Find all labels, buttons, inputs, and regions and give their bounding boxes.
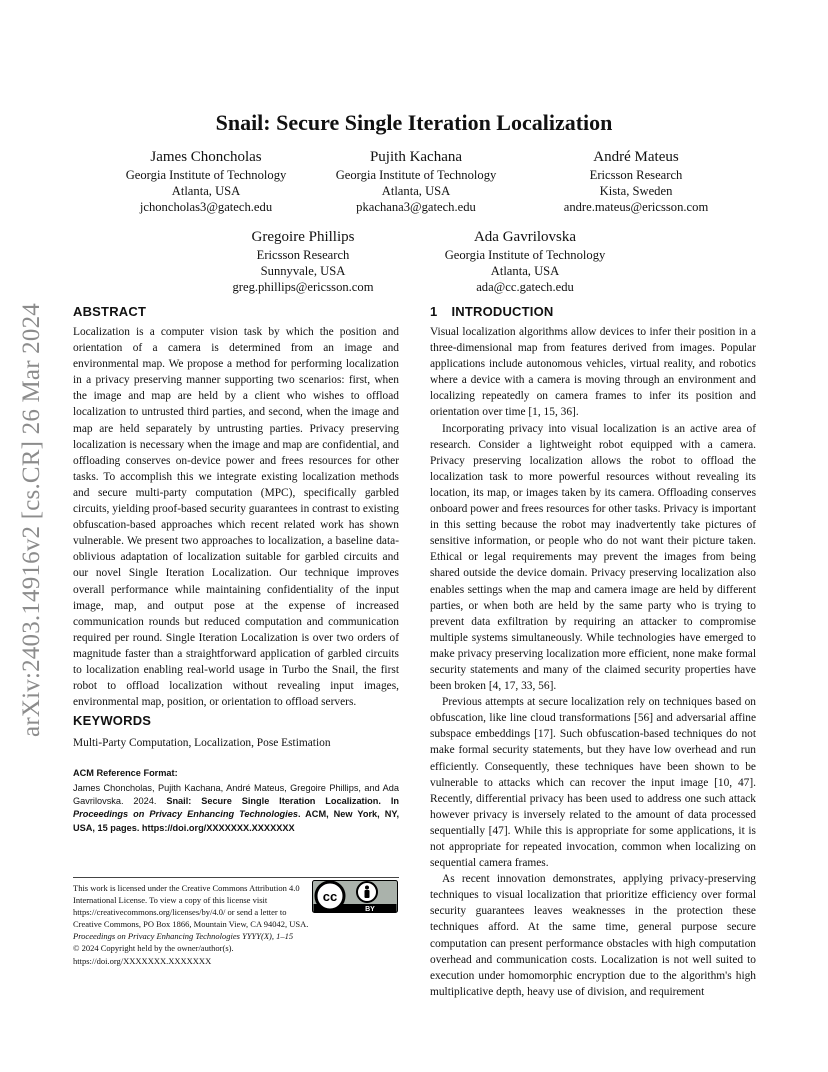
author-location: Atlanta, USA <box>381 184 451 198</box>
section-number: 1 <box>430 304 438 319</box>
abstract-text: Localization is a computer vision task by which the position and orientation of a camera is determined from an image and environmental map. We propose a method for performing localization in a privacy preserving manner supporting two scenarios: first, when the image and map are held by a client who wishes to offload localization to untrusted third parties, and second, when the image and map are held separately by untrusting parties. Privacy preserving localization is necessary when the image and map are confidential, and offloading conserves on-device power and frees resources for other tasks. To accomplish this we integrate existing localization methods and secure multi-party computation (MPC), specifically garbled circuits, yielding proof-based security guarantees in contrast to existing obfuscation-based approaches which recent related work has shown vulnerable. We present two approaches to localization, a baseline data-oblivious adaptation of localization suitable for garbled circuits and our novel Single Iteration Localization. Our technique improves overall performance while maintaining confidentiality of the input image, map, and output pose at the expense of increased communication rounds but reduced computation and communication required per round. Single Iteration Localization is over two orders of magnitude faster than a straightforward application of garbled circuits to localization enabling real-world usage in Turbo the Snail, the first robot to offload localization without revealing input images, environmental map, position, or orientation to offload servers. <box>73 326 399 709</box>
acm-reference-text <box>73 782 399 835</box>
arxiv-stamp: arXiv:2403.14916v2 [cs.CR] 26 Mar 2024 <box>18 303 45 737</box>
author-block <box>405 228 645 295</box>
acm-reference-title: Snail: Secure Single Iteration Localization. In <box>166 796 399 807</box>
author-location: Atlanta, USA <box>490 264 560 278</box>
author-email[interactable]: jchoncholas3@gatech.edu <box>139 200 273 214</box>
license-venue: Proceedings on Privacy Enhancing Technologies YYYY(X), 1–15 <box>73 931 294 942</box>
author-name: Ada Gavrilovska <box>473 229 577 245</box>
introduction-body <box>430 324 756 1000</box>
section-title: INTRODUCTION <box>451 304 554 319</box>
license-doi[interactable]: https://doi.org/XXXXXXX.XXXXXXX <box>73 955 212 966</box>
author-location: Atlanta, USA <box>171 184 241 198</box>
author-affiliation: Ericsson Research <box>256 248 350 262</box>
author-block <box>183 228 423 295</box>
by-person-body <box>365 890 370 898</box>
by-label: BY <box>365 906 375 913</box>
author-affiliation: Georgia Institute of Technology <box>444 248 606 262</box>
author-name: André Mateus <box>593 149 679 165</box>
by-person-head <box>365 886 369 890</box>
author-block <box>516 148 756 215</box>
acm-reference-authors: James Choncholas, Pujith Kachana, André Mateus, Gregoire Phillips, and Ada Gavrilovska. 2024. <box>73 783 399 807</box>
abstract-heading: ABSTRACT <box>73 304 147 319</box>
author-block <box>86 148 326 215</box>
author-affiliation: Ericsson Research <box>589 168 683 182</box>
author-name: Gregoire Phillips <box>251 229 355 245</box>
author-name: Pujith Kachana <box>369 149 463 165</box>
author-email[interactable]: andre.mateus@ericsson.com <box>563 200 709 214</box>
cc-icon-letters: cc <box>322 889 338 904</box>
cc-by-badge[interactable] <box>312 880 398 913</box>
paragraph: Visual localization algorithms allow devices to infer their position in a three-dimensional map from features derived from images. Popular applications include autonomous vehicles, virtual reality, and robotics where a device with a camera is moving through an environment and localizing repeatedly on camera frames to infer its position and orientation over time [1, 15, 36]. <box>430 326 756 419</box>
paragraph: Previous attempts at secure localization rely on techniques based on obfuscation, like line cloud transformations [56] and adversarial affine subspace embeddings [17]. Such obfuscation-based techniques do not make formal security statements, but they have low overhead and run efficiently. Consequently, these techniques have been shown to be vulnerable to attacks which can recover the input image [10, 47]. Recently, differential privacy has been used to address one such attack however privacy is inversely related to the amount of data processed sequentially [47]. While this is appropriate for some applications, it is not appropriate for repeated invocation, common when localizing on sequential camera frames. <box>430 696 756 870</box>
license-copyright: © 2024 Copyright held by the owner/author(s). <box>73 943 234 954</box>
author-affiliation: Georgia Institute of Technology <box>335 168 497 182</box>
introduction-heading <box>430 304 756 320</box>
footnote-rule <box>73 877 399 878</box>
keywords-text: Multi-Party Computation, Localization, Pose Estimation <box>73 737 331 749</box>
author-email[interactable]: ada@cc.gatech.edu <box>476 280 574 294</box>
paragraph: Incorporating privacy into visual localization is an active area of research. Consider a lightweight robot equipped with a camera. Privacy preserving localization allows the robot to offload the localization task to more powerful resources without revealing its location, its map, or images taken by its camera. Offloading conserves onboard power and frees resources for other tasks. Privacy is important in this setting because the robot may inadvertently take pictures of sensitive information, or people who do not want their picture taken. Ethical or legal requirements may prevent the images from being shared outside the device domain. Privacy preserving localization also enables settings when the map and camera image are held by different parties, or when both are held by the same party who is trying to prevent data exfiltration by requiring an attacker to compromise multiple systems simultaneously. While technologies have emerged to make privacy preserving localization more efficient, none make formal security statements and many of the claimed security properties have been broken [4, 17, 33, 56]. <box>430 422 756 693</box>
paper-title: Snail: Secure Single Iteration Localization <box>215 110 613 135</box>
author-affiliation: Georgia Institute of Technology <box>125 168 287 182</box>
acm-reference-heading: ACM Reference Format: <box>73 768 178 778</box>
author-name: James Choncholas <box>150 149 262 165</box>
keywords-heading: KEYWORDS <box>73 713 152 728</box>
author-email[interactable]: pkachana3@gatech.edu <box>356 200 476 214</box>
author-email[interactable]: greg.phillips@ericsson.com <box>232 280 374 294</box>
author-location: Sunnyvale, USA <box>260 264 346 278</box>
acm-reference-tail: . ACM, New York, NY, USA, 15 pages. https://doi.org/XXXXXXX.XXXXXXX <box>73 809 400 833</box>
acm-reference-venue: Proceedings on Privacy Enhancing Technologies <box>73 809 298 820</box>
author-location: Kista, Sweden <box>599 184 673 198</box>
paragraph: As recent innovation demonstrates, applying privacy-preserving techniques to visual localization that prioritize efficiency over formal security guarantees leaves weaknesses in the protection these techniques afford. At the same time, general purpose secure computation can present performance obstacles with high computation overhead and communication costs. Localization is not well suited to execution under homomorphic encryption due to the algorithm's high multiplicative depth, heavy use of division, and requirement <box>430 873 756 998</box>
license-text: This work is licensed under the Creative Commons Attribution 4.0 International License. To view a copy of this license visit https://creativecommons.org/licenses/by/4.0/ or send a letter to Creative Commons, PO Box 1866, Mountain View, CA 94042, USA. <box>73 883 309 930</box>
author-block <box>296 148 536 215</box>
